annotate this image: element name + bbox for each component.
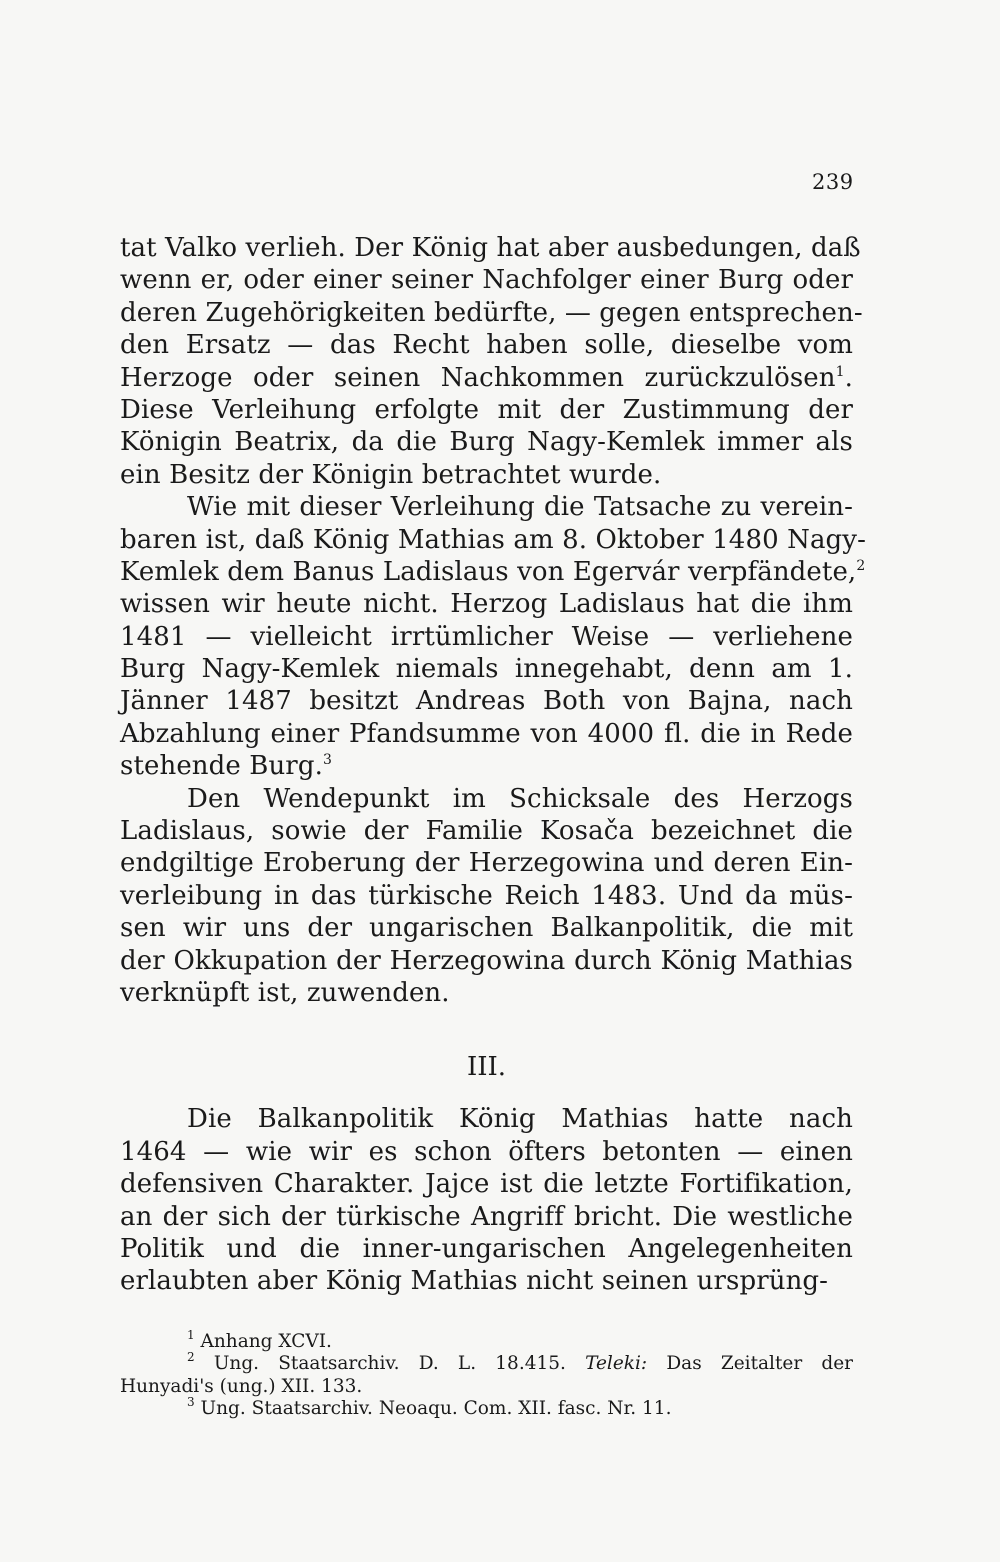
footnote-text: Das Zeitalter der bbox=[647, 1353, 853, 1375]
line-text: ein Besitz der Königin betrachtet wurde. bbox=[120, 459, 662, 490]
text-line bbox=[120, 783, 853, 815]
text-line bbox=[120, 880, 853, 912]
line-text: 1464 — wie wir es schon öfters betonten — einen bbox=[120, 1136, 853, 1167]
line-text: defensiven Charakter. Jajce ist die letzte Fortifikation, bbox=[120, 1169, 853, 1200]
footnote-1 bbox=[120, 1328, 853, 1353]
line-text: 1481 — vielleicht irrtümlicher Weise — verliehene bbox=[120, 621, 853, 652]
line-text: an der sich der türkische Angriff bricht. Die westliche bbox=[120, 1201, 853, 1232]
text-line bbox=[120, 750, 853, 782]
footnote-reference: 1 bbox=[835, 363, 845, 380]
line-text: Kemlek dem Banus Ladislaus von Egervár verpfändete, bbox=[120, 556, 857, 587]
line-text: Die Balkanpolitik König Mathias hatte nach bbox=[187, 1104, 853, 1135]
line-text: stehende Burg. bbox=[120, 751, 323, 782]
footnote-3 bbox=[120, 1395, 853, 1420]
line-text: Ladislaus, sowie der Familie Kosača bezeichnet die bbox=[120, 816, 853, 847]
footnote-text: Anhang XCVI. bbox=[200, 1331, 332, 1352]
line-text: Wie mit dieser Verleihung die Tatsache zu verein- bbox=[187, 492, 853, 523]
footnote-reference: 2 bbox=[856, 557, 866, 574]
text-line bbox=[120, 685, 853, 717]
line-text: Den Wendepunkt im Schicksale des Herzogs bbox=[187, 783, 853, 814]
line-text: Burg Nagy-Kemlek niemals innegehabt, denn am 1. bbox=[120, 654, 853, 685]
footnote-reference: 3 bbox=[322, 752, 332, 769]
text-line bbox=[120, 264, 853, 296]
text-line bbox=[120, 815, 853, 847]
text-line bbox=[120, 426, 853, 458]
line-text: deren Zugehörigkeiten bedürfte, — gegen entsprechen- bbox=[120, 297, 863, 328]
text-line bbox=[120, 362, 853, 394]
line-text: verknüpft ist, zuwenden. bbox=[120, 977, 450, 1008]
line-text: Königin Beatrix, da die Burg Nagy-Kemlek immer als bbox=[120, 427, 853, 458]
line-text: wissen wir heute nicht. Herzog Ladislaus hat die ihm bbox=[120, 589, 853, 620]
text-line bbox=[120, 718, 853, 750]
line-text: Herzoge oder seinen Nachkommen zurückzulösen bbox=[120, 362, 836, 393]
line-text: Jänner 1487 besitzt Andreas Both von Bajna, nach bbox=[120, 686, 853, 717]
line-text: den Ersatz — das Recht haben solle, dieselbe vom bbox=[120, 330, 853, 361]
page-number: 239 bbox=[812, 170, 854, 194]
line-text: Politik und die inner-ungarischen Angelegenheiten bbox=[120, 1233, 853, 1264]
text-line bbox=[120, 524, 866, 556]
section-heading: III. bbox=[466, 1052, 507, 1083]
line-text: Diese Verleihung erfolgte mit der Zustimmung der bbox=[120, 394, 853, 425]
text-line bbox=[120, 653, 853, 685]
line-text: wenn er, oder einer seiner Nachfolger einer Burg oder bbox=[120, 265, 853, 296]
text-line bbox=[120, 1136, 853, 1168]
footnote-2 bbox=[120, 1350, 853, 1375]
text-line bbox=[120, 1168, 853, 1200]
line-text: der Okkupation der Herzegowina durch König Mathias bbox=[120, 945, 853, 976]
footnote-2-continuation: Hunyadi's (ung.) XII. 133. bbox=[120, 1375, 363, 1397]
footnote-marker: 3 bbox=[187, 1395, 195, 1410]
line-text: . bbox=[844, 362, 853, 393]
footnotes bbox=[120, 1328, 853, 1421]
body-text bbox=[120, 232, 866, 1298]
text-line bbox=[120, 912, 853, 944]
line-text: sen wir uns der ungarischen Balkanpolitik, die mit bbox=[120, 913, 853, 944]
text-line bbox=[120, 1233, 853, 1265]
text-line bbox=[120, 945, 853, 977]
text-line bbox=[120, 621, 853, 653]
line-text: erlaubten aber König Mathias nicht seinen ursprüng- bbox=[120, 1266, 829, 1297]
footnote-marker: 1 bbox=[187, 1328, 195, 1342]
text-line bbox=[120, 1201, 853, 1233]
line-text: Abzahlung einer Pfandsumme von 4000 fl. die in Rede bbox=[120, 718, 853, 749]
text-line bbox=[120, 847, 853, 879]
footnote-marker: 2 bbox=[187, 1350, 195, 1365]
line-text: endgiltige Eroberung der Herzegowina und deren Ein- bbox=[120, 848, 853, 879]
text-line bbox=[120, 491, 853, 523]
footnote-author: Teleki: bbox=[585, 1353, 648, 1375]
text-line bbox=[120, 1265, 853, 1297]
footnote-text: Ung. Staatsarchiv. Neoaqu. Com. XII. fasc. Nr. 11. bbox=[200, 1398, 672, 1420]
text-line bbox=[120, 977, 853, 1009]
line-text: verleibung in das türkische Reich 1483. Und da müs- bbox=[120, 880, 853, 911]
text-line bbox=[120, 556, 866, 588]
text-line bbox=[120, 394, 853, 426]
line-text: baren ist, daß König Mathias am 8. Oktober 1480 Nagy- bbox=[120, 524, 866, 555]
text-line bbox=[120, 588, 853, 620]
footnote-text: Ung. Staatsarchiv. D. L. 18.415. bbox=[213, 1353, 586, 1375]
line-text: tat Valko verlieh. Der König hat aber ausbedungen, daß bbox=[120, 233, 861, 263]
text-line bbox=[120, 232, 861, 264]
text-line bbox=[120, 459, 853, 491]
text-line bbox=[120, 329, 853, 361]
text-line bbox=[120, 297, 863, 329]
text-line bbox=[120, 1103, 853, 1135]
